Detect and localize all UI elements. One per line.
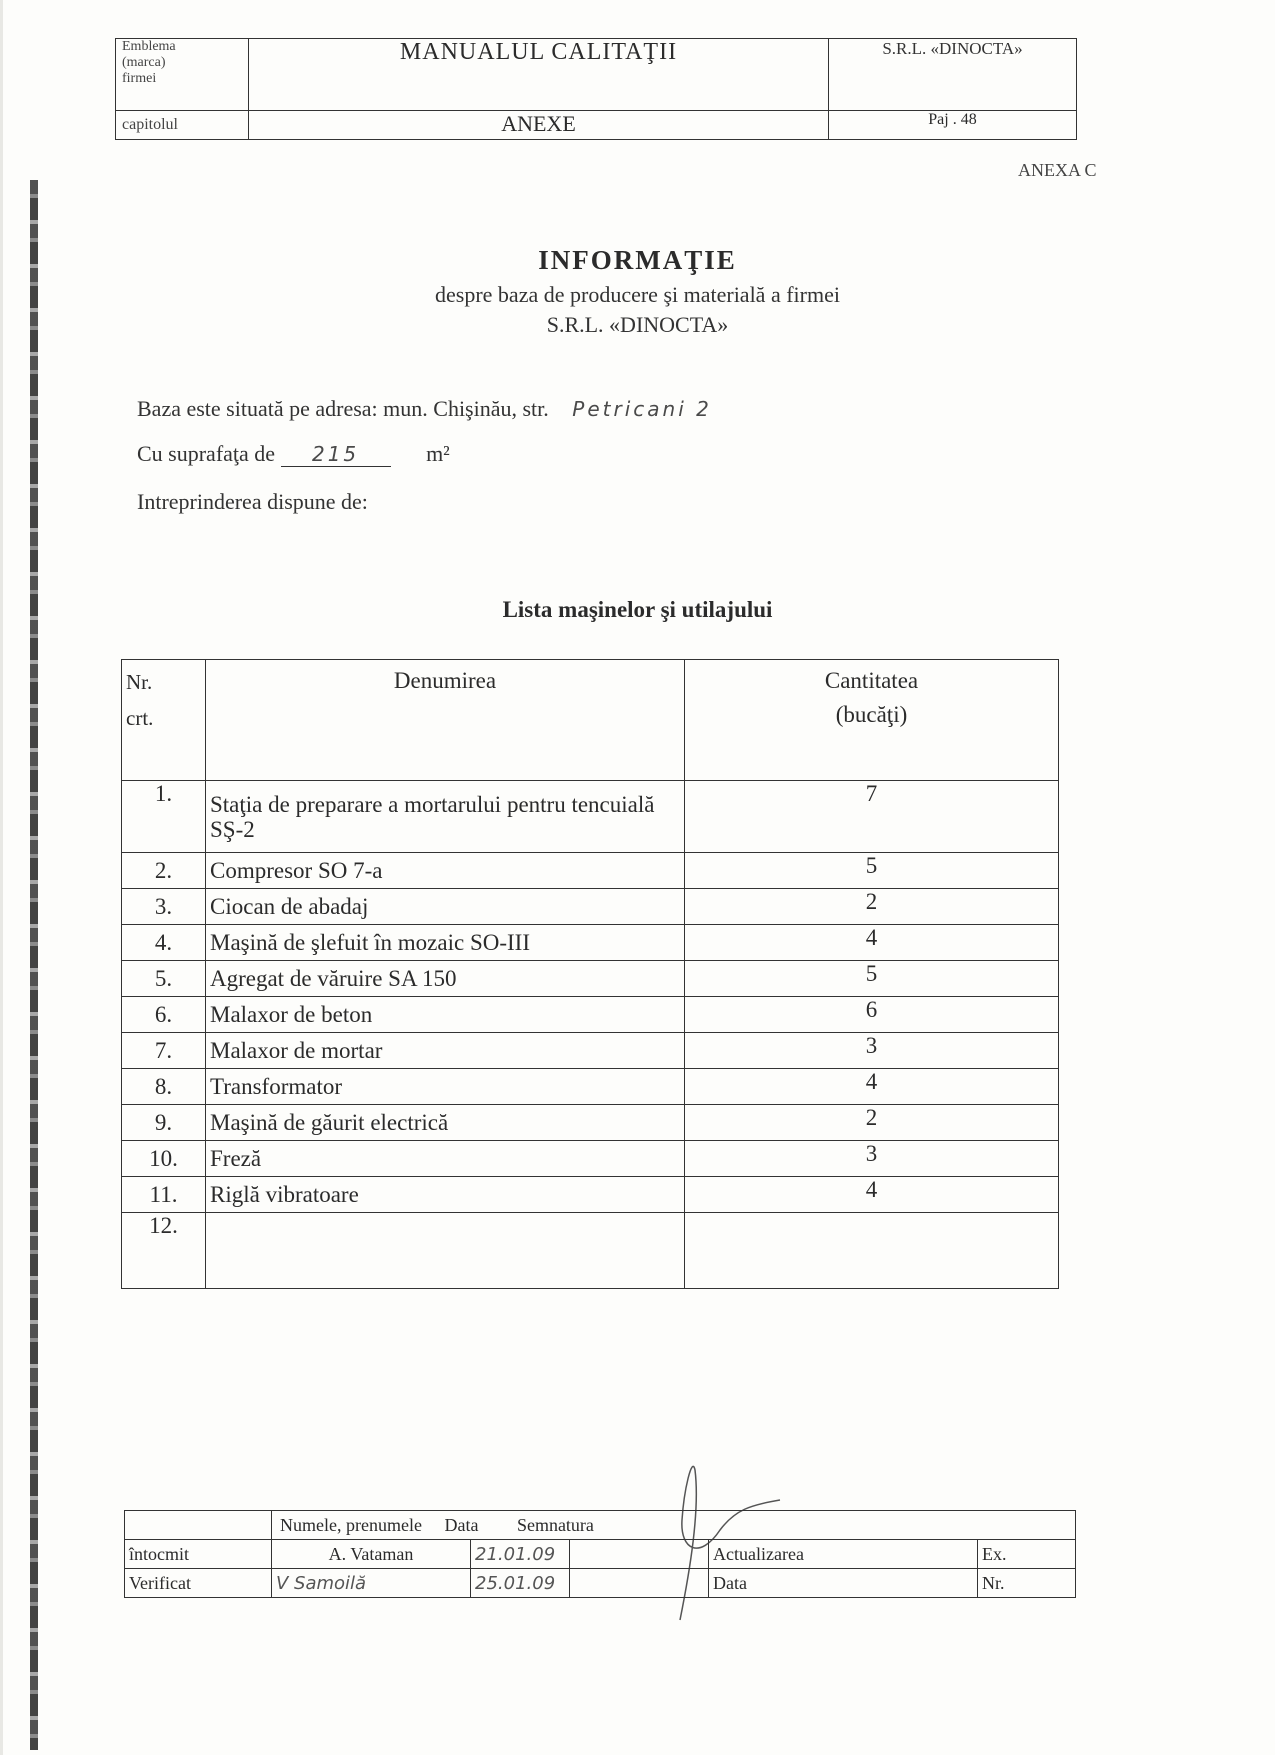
drafted-label: întocmit xyxy=(125,1540,272,1569)
date-label: Data xyxy=(709,1569,978,1598)
row-nr: 2. xyxy=(122,853,206,889)
row-name: Staţia de preparare a mortarului pentru tencuială SŞ-2 xyxy=(206,781,685,853)
update-label: Actualizarea xyxy=(709,1540,978,1569)
table-row xyxy=(122,781,1059,853)
table-row xyxy=(122,889,1059,925)
chapter-label: capitolul xyxy=(116,111,249,140)
verified-name: V Samoilă xyxy=(272,1569,471,1598)
row-qty: 5 xyxy=(685,961,1059,997)
row-qty: 3 xyxy=(685,1033,1059,1069)
disposes-line: Intreprinderea dispune de: xyxy=(137,489,368,514)
row-nr: 6. xyxy=(122,997,206,1033)
row-name: Compresor SO 7-a xyxy=(206,853,685,889)
equipment-table xyxy=(121,659,1059,1289)
info-subtitle: despre baza de producere şi materială a firmei xyxy=(435,282,840,307)
row-name: Freză xyxy=(206,1141,685,1177)
area-line xyxy=(137,441,450,467)
row-name: Agregat de văruire SA 150 xyxy=(206,961,685,997)
annex-label: ANEXA C xyxy=(1018,160,1097,180)
area-unit: m² xyxy=(426,441,450,466)
nr-label: Nr. xyxy=(978,1569,1076,1598)
signoff-column-labels xyxy=(272,1511,709,1540)
row-qty: 4 xyxy=(685,1069,1059,1105)
row-nr: 3. xyxy=(122,889,206,925)
header-nr-2: crt. xyxy=(126,706,154,730)
row-qty: 5 xyxy=(685,853,1059,889)
table-row xyxy=(122,1069,1059,1105)
emblem-label-2: (marca) xyxy=(122,55,166,70)
row-nr: 5. xyxy=(122,961,206,997)
row-nr: 1. xyxy=(122,781,206,853)
row-qty: 4 xyxy=(685,925,1059,961)
address-label: Baza este situată pe adresa: mun. Chişinău, str. xyxy=(137,396,549,421)
area-label: Cu suprafaţa de xyxy=(137,441,276,466)
row-qty: 2 xyxy=(685,1105,1059,1141)
row-nr: 9. xyxy=(122,1105,206,1141)
verified-date: 25.01.09 xyxy=(471,1569,570,1598)
list-title: Lista maşinelor şi utilajului xyxy=(502,597,773,622)
info-company: S.R.L. «DINOCTA» xyxy=(546,312,729,337)
table-row xyxy=(122,925,1059,961)
emblem-label-3: firmei xyxy=(122,71,157,86)
table-row xyxy=(122,1213,1059,1289)
header-qty-1: Cantitatea xyxy=(824,668,919,693)
table-row xyxy=(122,1177,1059,1213)
row-nr: 8. xyxy=(122,1069,206,1105)
row-name: Malaxor de mortar xyxy=(206,1033,685,1069)
chapter-value: ANEXE xyxy=(249,111,829,140)
signoff-empty xyxy=(125,1511,272,1540)
signoff-empty-right xyxy=(709,1511,1076,1540)
emblem-cell xyxy=(116,39,249,111)
row-qty: 3 xyxy=(685,1141,1059,1177)
row-qty: 4 xyxy=(685,1177,1059,1213)
header-qty xyxy=(685,660,1059,781)
emblem-label-1: Emblema xyxy=(122,39,176,54)
row-nr: 10. xyxy=(122,1141,206,1177)
row-nr: 12. xyxy=(122,1213,206,1289)
ex-label: Ex. xyxy=(978,1540,1076,1569)
table-row xyxy=(122,1105,1059,1141)
row-qty: 6 xyxy=(685,997,1059,1033)
row-qty: 7 xyxy=(685,781,1059,853)
scan-binding-edge xyxy=(30,180,38,1750)
row-nr: 7. xyxy=(122,1033,206,1069)
manual-title: MANUALUL CALITAŢII xyxy=(249,39,829,111)
row-qty xyxy=(685,1213,1059,1289)
table-row xyxy=(122,1141,1059,1177)
row-qty: 2 xyxy=(685,889,1059,925)
row-name: Malaxor de beton xyxy=(206,997,685,1033)
verified-label: Verificat xyxy=(125,1569,272,1598)
header-nr-1: Nr. xyxy=(126,670,153,694)
col-name-label: Numele, prenumele xyxy=(280,1514,422,1535)
table-row xyxy=(122,853,1059,889)
area-handwritten: 215 xyxy=(281,442,391,467)
row-name: Transformator xyxy=(206,1069,685,1105)
header-nr xyxy=(122,660,206,781)
drafted-name: A. Vataman xyxy=(272,1540,471,1569)
row-name: Ciocan de abadaj xyxy=(206,889,685,925)
row-name: Maşină de şlefuit în mozaic SO-III xyxy=(206,925,685,961)
row-nr: 11. xyxy=(122,1177,206,1213)
table-row xyxy=(122,1033,1059,1069)
table-row xyxy=(122,961,1059,997)
info-title: INFORMAŢIE xyxy=(538,245,737,275)
address-line xyxy=(137,396,712,422)
signoff-table xyxy=(124,1510,1076,1598)
header-name: Denumirea xyxy=(206,660,685,781)
page-number: Paj . 48 xyxy=(829,111,1077,140)
document-header xyxy=(115,38,1077,140)
verified-signature xyxy=(570,1569,709,1598)
header-qty-2: (bucăţi) xyxy=(835,702,908,727)
row-name xyxy=(206,1213,685,1289)
drafted-signature xyxy=(570,1540,709,1569)
address-handwritten: Petricani 2 xyxy=(572,397,712,421)
row-name: Maşină de găurit electrică xyxy=(206,1105,685,1141)
col-sign-label: Semnatura xyxy=(516,1514,594,1535)
header-company: S.R.L. «DINOCTA» xyxy=(829,39,1077,111)
row-name: Riglă vibratoare xyxy=(206,1177,685,1213)
drafted-date: 21.01.09 xyxy=(471,1540,570,1569)
col-date-label: Data xyxy=(444,1514,479,1535)
row-nr: 4. xyxy=(122,925,206,961)
table-row xyxy=(122,997,1059,1033)
